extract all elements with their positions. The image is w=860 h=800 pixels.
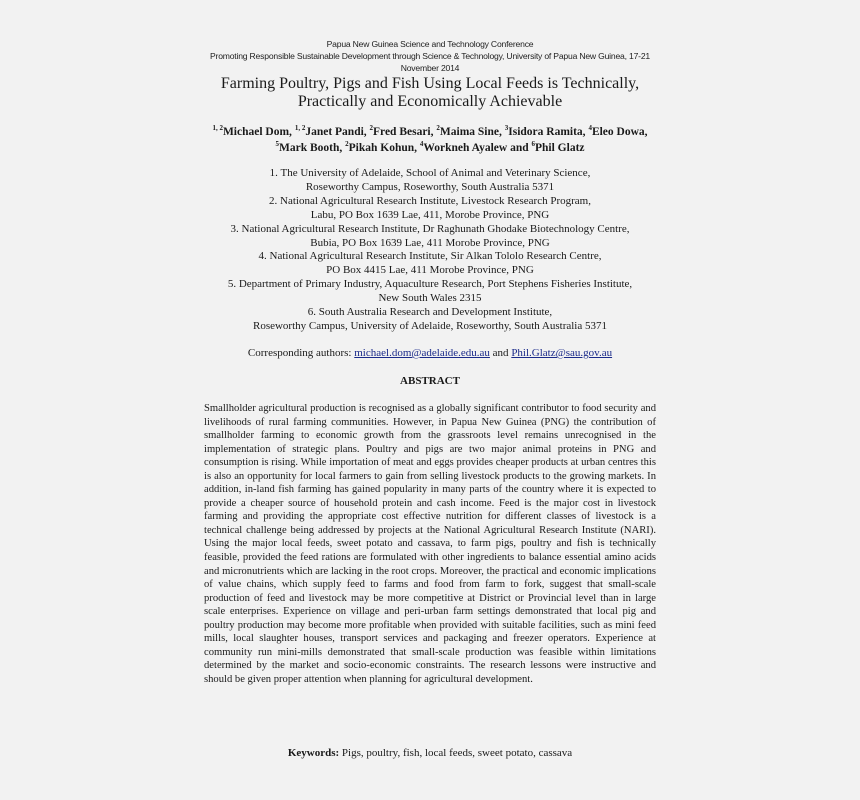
affiliation-line: 1. The University of Adelaide, School of Animal and Veterinary Science, [269, 167, 591, 179]
corresponding-authors [190, 346, 670, 360]
author-affiliation-mark: 4 [588, 124, 592, 133]
author-affiliation-mark: 3 [504, 124, 509, 133]
author-affiliation-mark: 1, 2 [212, 124, 223, 133]
author-name: Maima Sine, [439, 126, 505, 138]
author-affiliation-mark: 2 [345, 140, 349, 149]
abstract-body: Smallholder agricultural production is recognised as a globally significant contributor to food security and livelihoods of rural farming communities. However, in Papua New Guinea (PNG) the contribution of smallholder farming to economic growth from the grassroots level remains unrecognised in the implementation of strategic plans. Poultry and pigs are two major animal proteins in PNG and consumption is rising. While importation of meat and eggs provides cheaper products at urban centres this is also an opportunity for local farmers to gain from selling livestock products to the growing markets. In addition, in-land fish farming has gained popularity in many parts of the country where it is expected to provide a cheaper source of household protein and cash income. Feed is the major cost in livestock farming and providing the appropriate cost effective nutrition for different classes of livestock is a technical challenge being addressed by projects at the National Agricultural Research Institute (NARI). Using the major local feeds, sweet potato and cassava, to farm pigs, poultry and fish is technically feasible, provided the feed rations are formulated with other ingredients to balance essential amino acids and micronutrients which are lacking in the root crops. Moreover, the practical and economic implications of value chains, which supply feed to farms and food from farm to fork, suggest that small-scale production of feed and livestock may be more competitive at District or Provincial level than in large scale enterprises. Experience on village and peri-urban farm settings demonstrated that local pig and poultry production may become more profitable when provided with suitable facilities, such as mini feed mills, local slaughter houses, transport services and packaging and freezer operators. Experience at community run mini-mills demonstrated that small-scale production was feasible within limitations determined by the market and socio-economic constraints. The research lessons were instructive and should be given proper attention when planning for agricultural development. [204, 403, 656, 685]
author-name: Phil Glatz [535, 142, 585, 154]
author-name: Isidora Ramita, [508, 126, 589, 138]
author-name: Janet Pandi, [305, 126, 370, 138]
author-affiliation-mark: 4 [419, 140, 424, 149]
title-line-1: Farming Poultry, Pigs and Fish Using Local Feeds is Technically, [220, 75, 640, 92]
conference-name: Papua New Guinea Science and Technology Conference [326, 39, 534, 49]
author-affiliation-mark: 6 [531, 140, 535, 149]
author-name: Michael Dom, [222, 126, 295, 138]
affiliation-line: New South Wales 2315 [378, 292, 482, 305]
paper-title [190, 75, 670, 111]
email-link-glatz[interactable]: Phil.Glatz@sau.gov.au [511, 347, 613, 359]
keywords-text: Pigs, poultry, fish, local feeds, sweet potato, cassava [339, 747, 573, 759]
author-list [205, 124, 655, 156]
corresponding-joiner: and [489, 347, 512, 359]
author-name: Workneh Ayalew and [423, 142, 532, 154]
affiliation-line: PO Box 4415 Lae, 411 Morobe Province, PNG [326, 264, 534, 277]
author-name: Pikah Kohun, [348, 142, 420, 154]
affiliation-line: 4. National Agricultural Research Institute, Sir Alkan Tololo Research Centre, [258, 250, 602, 263]
keywords-line [190, 746, 670, 760]
conference-theme: Promoting Responsible Sustainable Development through Science & Technology, University of Papua New Guinea, 17-21 November 2014 [210, 51, 650, 73]
affiliation-line: 5. Department of Primary Industry, Aquaculture Research, Port Stephens Fisheries Institute, [227, 278, 633, 291]
affiliation-line: Labu, PO Box 1639 Lae, 411, Morobe Province, PNG [310, 208, 550, 221]
affiliation-list [190, 167, 670, 334]
author-name: Fred Besari, [373, 126, 437, 138]
author-name: Mark Booth, [278, 142, 346, 154]
affiliation-line: 6. South Australia Research and Development Institute, [307, 306, 553, 319]
affiliation-line: 2. National Agricultural Research Institute, Livestock Research Program, [269, 194, 591, 207]
conference-header [200, 38, 660, 74]
affiliation-line: Roseworthy Campus, Roseworthy, South Australia 5371 [305, 180, 555, 193]
author-name: Eleo Dowa, [591, 126, 648, 138]
corresponding-label: Corresponding authors: [247, 347, 355, 359]
title-line-2: Practically and Economically Achievable [297, 93, 563, 110]
affiliation-line: Roseworthy Campus, University of Adelaide, Roseworthy, South Australia 5371 [252, 319, 607, 332]
affiliation-line: Bubia, PO Box 1639 Lae, 411 Morobe Province, PNG [310, 236, 550, 249]
keywords-label: Keywords: [287, 747, 340, 759]
author-affiliation-mark: 2 [369, 124, 374, 133]
author-affiliation-mark: 1, 2 [294, 124, 306, 133]
abstract-heading: ABSTRACT [400, 375, 460, 387]
affiliation-line: 3. National Agricultural Research Institute, Dr Raghunath Ghodake Biotechnology Centre, [230, 222, 630, 235]
email-link-dom[interactable]: michael.dom@adelaide.edu.au [354, 347, 490, 359]
author-affiliation-mark: 5 [275, 140, 279, 149]
author-affiliation-mark: 2 [436, 124, 440, 133]
